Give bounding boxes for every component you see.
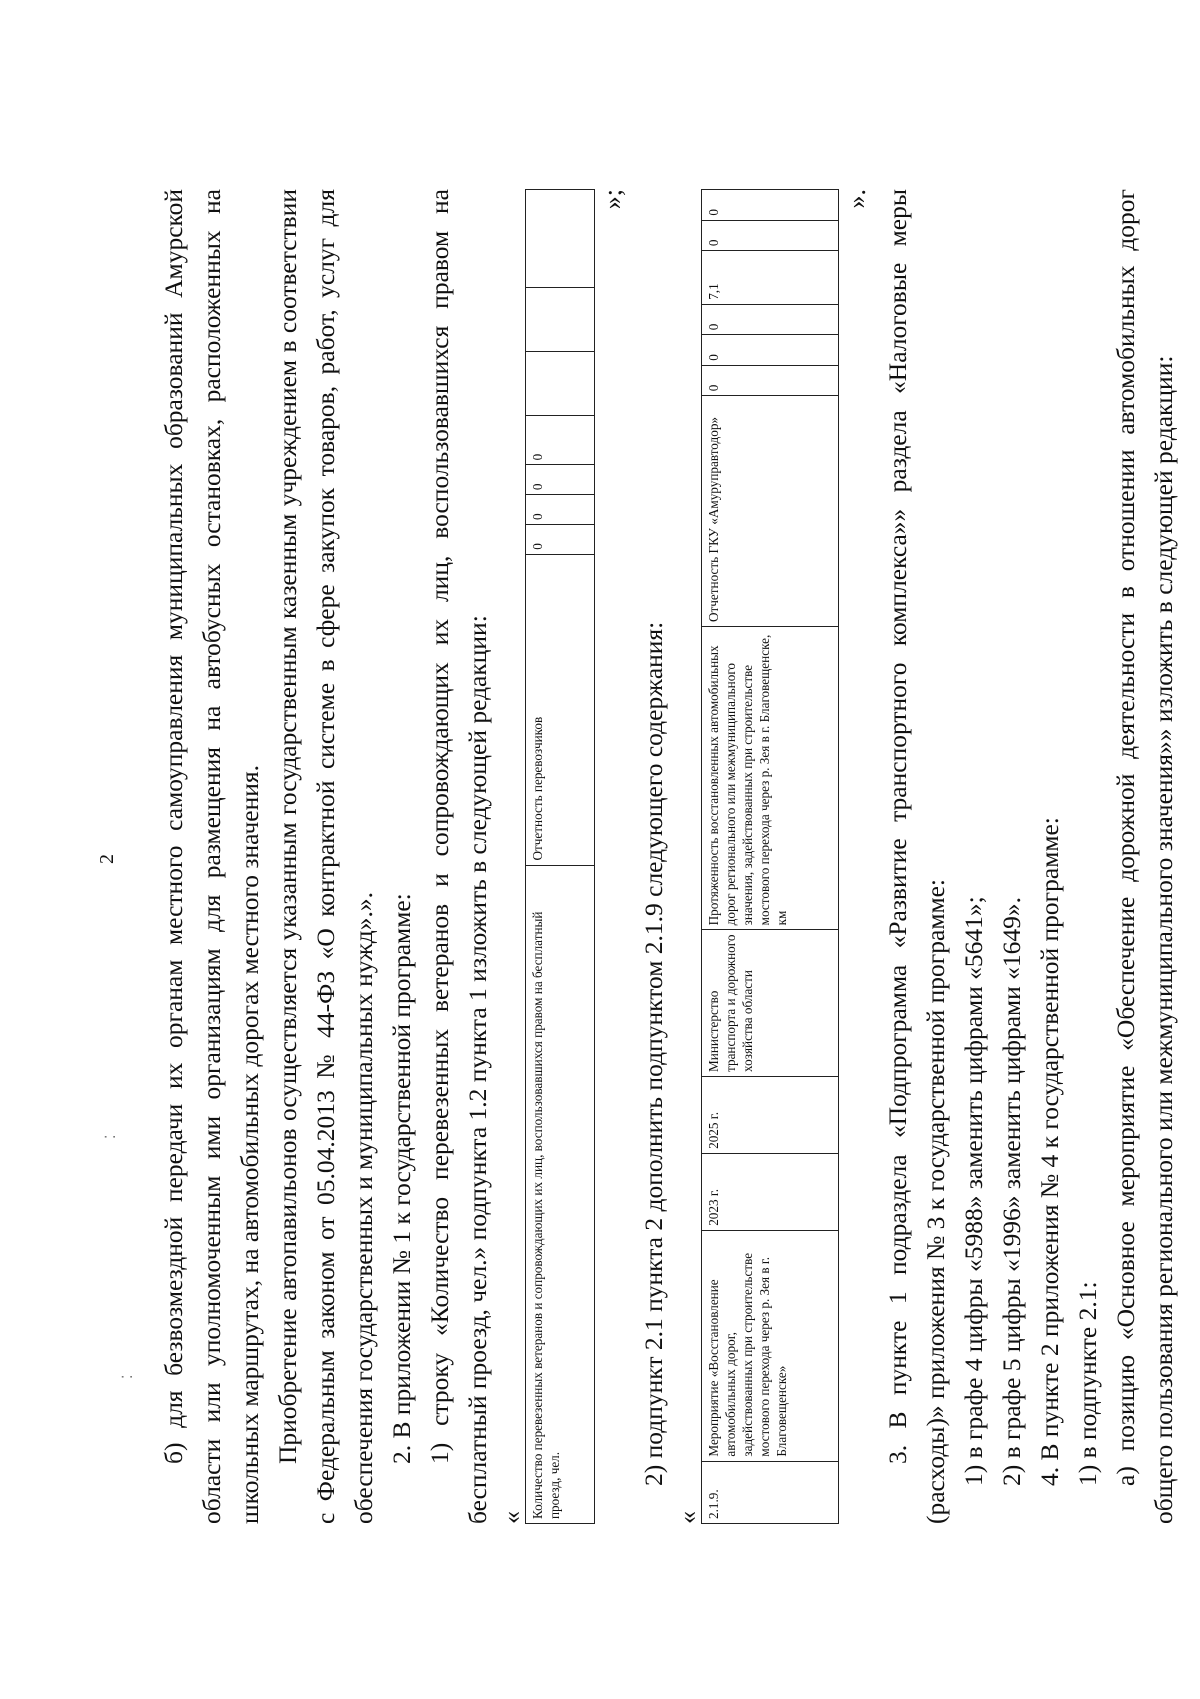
paragraph-acquisition: Приобретение автопавильонов осуществляется указанным государственным казенным учреждением в соответствии с Федеральным законом от 05.04.2013 № 44-ФЗ «О контрактной системе в сфере закупок товаров, работ, услуг для обеспечения государственных и муниципальных нужд».». xyxy=(273,189,378,1524)
paragraph-graph-5: 2) в графе 5 цифры «1996» заменить цифрами «1649». xyxy=(997,896,1026,1486)
paragraph-point-4: 4. В пункте 2 приложения № 4 к государственной программе: xyxy=(1035,817,1064,1486)
cell-value: 0 xyxy=(702,190,839,221)
cell-value: 0 xyxy=(526,415,595,465)
table1-open-quote: « xyxy=(497,1511,526,1524)
paragraph-subitem-2: 2) подпункт 2.1 пункта 2 дополнить подпунктом 2.1.9 следующего содержания: xyxy=(639,621,668,1486)
document-body xyxy=(155,189,1183,1524)
table1-close-mark: »; xyxy=(598,189,627,210)
cell-value: 0 xyxy=(702,304,839,334)
cell-source: Отчетность ГКУ «Амуруправтодор» xyxy=(702,396,839,627)
table-veterans xyxy=(525,189,595,1524)
cell-value: 0 xyxy=(702,335,839,365)
table-bridge-roads xyxy=(701,189,839,1524)
cell-executor: Министерство транспорта и дорожного хозяйства области xyxy=(702,930,839,1077)
cell-value: 0 xyxy=(526,465,595,495)
cell-number: 2.1.9. xyxy=(702,1461,839,1523)
table-row xyxy=(702,190,839,1524)
scan-speck: ⁚ xyxy=(121,1374,136,1379)
cell-value: 0 xyxy=(526,524,595,554)
paragraph-appendix-1: 2. В приложении № 1 к государственной программе: xyxy=(387,893,416,1464)
cell-value xyxy=(526,287,595,351)
table2-close-mark: ». xyxy=(842,189,871,209)
scan-speck: ⁚ xyxy=(104,1134,119,1139)
cell-value: 7,1 xyxy=(702,251,839,305)
paragraph-subitem-2-1: 1) в подпункте 2.1: xyxy=(1073,1281,1102,1486)
paragraph-b: б) для безвозмездной передачи их органам местного самоуправления муниципальных образований Амурской области или уполномоченным ими организациям для размещения на автобусных остановках, расположенных на школьных маршрутах, на автомобильных дорогах местного значения. xyxy=(159,189,264,1524)
paragraph-main-measure: а) позицию «Основное мероприятие «Обеспечение дорожной деятельности в отношении автомобильных дорог общего пользования регионального или межмуниципального значения»» изложить в следующей редакции: xyxy=(1111,189,1178,1524)
paragraph-point-3: 3. В пункте 1 подраздела «Подпрограмма «Развитие транспортного комплекса»» раздела «Налоговые меры (расходы)» приложения № 3 к государственной программе: xyxy=(883,189,950,1524)
cell-source: Отчетность перевозчиков xyxy=(526,554,595,865)
cell-value: 0 xyxy=(702,220,839,250)
table-row xyxy=(526,190,595,1524)
cell-measure-name: Мероприятие «Восстановление автомобильных дорог, задействованных при строительстве мостового перехода через р. Зея в г. Благовещенске» xyxy=(702,1230,839,1461)
cell-indicator: Протяженность восстановленных автомобильных дорог регионального или межмуниципального значения, задействованных при строительстве мостового перехода через р. Зея в г. Благовещенске, км xyxy=(702,626,839,929)
cell-start-year: 2023 г. xyxy=(702,1153,839,1230)
page-number: 2 xyxy=(96,854,118,864)
cell-value xyxy=(526,351,595,415)
cell-indicator: Количество перевезенных ветеранов и сопровождающих их лиц, воспользовавшихся правом на бесплатный проезд, чел. xyxy=(526,865,595,1523)
cell-value: 0 xyxy=(526,495,595,525)
cell-value xyxy=(526,190,595,288)
cell-end-year: 2025 г. xyxy=(702,1076,839,1153)
paragraph-line-1: 1) строку «Количество перевезенных ветеранов и сопровождающих их лиц, воспользовавшихся правом на бесплатный проезд, чел.» подпункта 1.2 пункта 1 изложить в следующей редакции: xyxy=(425,189,492,1524)
table2-open-quote: « xyxy=(673,1511,702,1524)
cell-value: 0 xyxy=(702,365,839,395)
paragraph-graph-4: 1) в графе 4 цифры «5988» заменить цифрами «5641»; xyxy=(959,896,988,1486)
